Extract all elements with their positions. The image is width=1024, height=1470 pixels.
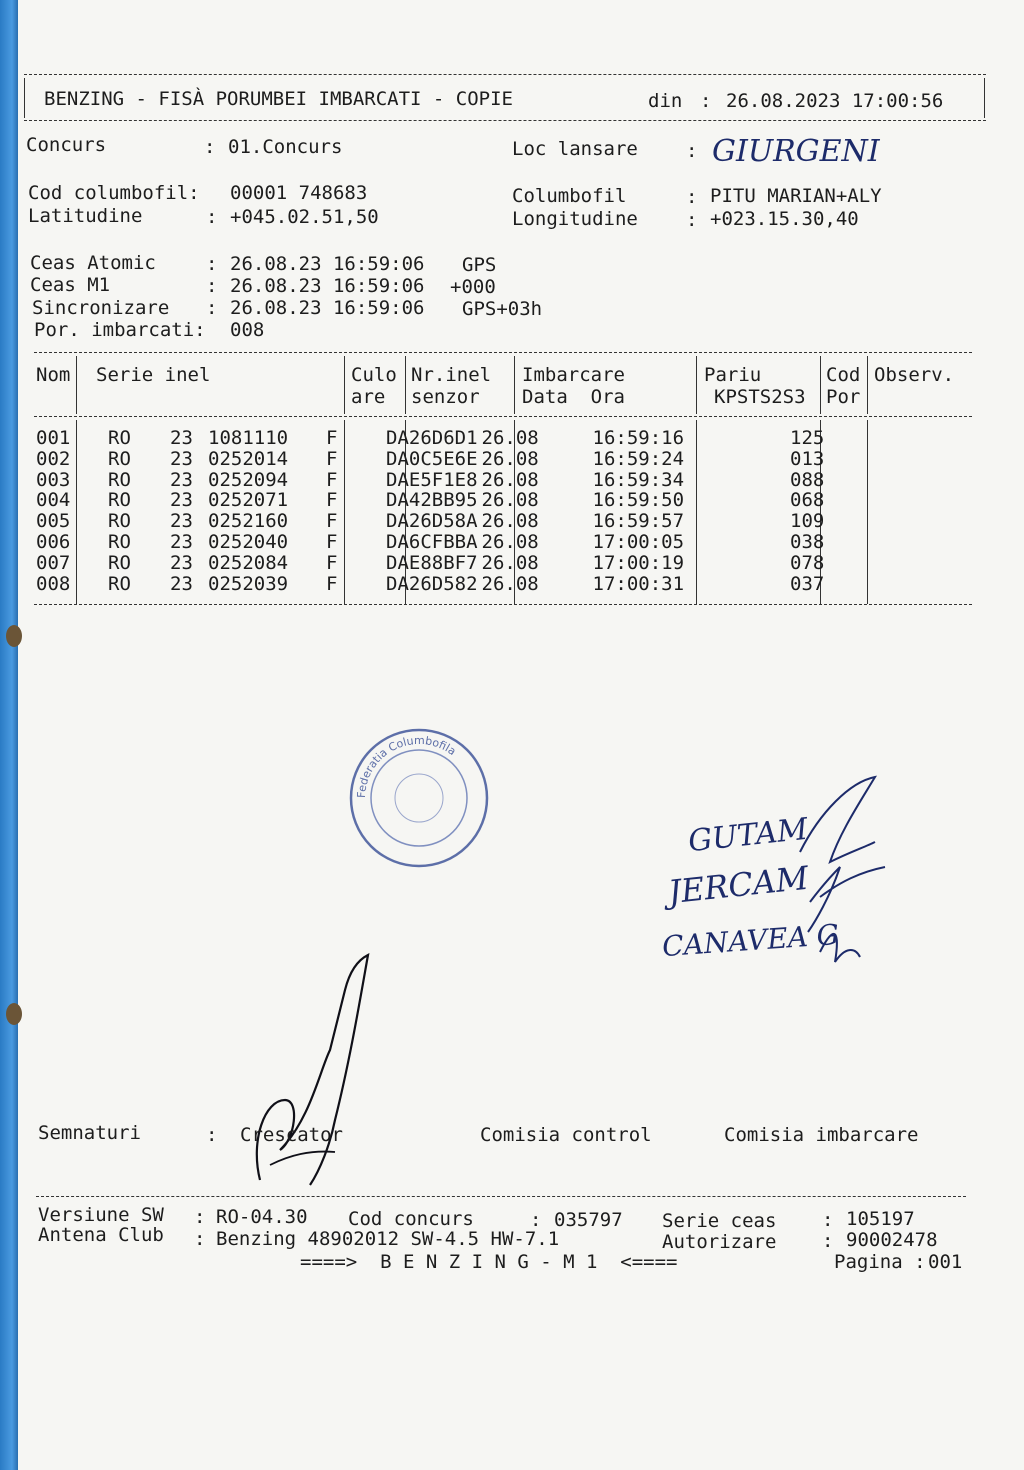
cell-senzor: DAE88BF7	[386, 551, 478, 574]
cell-cod: 013	[790, 447, 825, 470]
cod-concurs-label: Cod concurs	[348, 1208, 474, 1230]
cell-an: 23	[170, 489, 193, 512]
por-imbarcati-label: Por. imbarcati:	[34, 319, 206, 341]
din-label: din	[648, 90, 683, 112]
cell-an: 23	[170, 510, 193, 533]
cell-tara: RO	[108, 551, 131, 574]
svg-text:Federatia Columbofila	[355, 734, 458, 798]
cell-ora: 16:59:50	[592, 489, 685, 512]
commission-signature-3: CANAVEA G	[661, 917, 841, 964]
cell-pariu	[684, 511, 786, 532]
cell-nom: 004	[36, 489, 71, 512]
col-header-data-ora: Data Ora	[522, 386, 625, 408]
cell-pariu	[684, 532, 786, 553]
stamp-text: Federatia Columbofila	[354, 733, 459, 799]
cell-sex: F	[326, 468, 338, 491]
cell-obs	[924, 574, 964, 595]
cell-cod: 088	[790, 468, 825, 491]
benzing-brand-line: ====> B E N Z I N G - M 1 <====	[300, 1251, 678, 1273]
col-divider	[405, 356, 406, 414]
table-row	[36, 532, 964, 553]
col-header-senzor: senzor	[411, 386, 480, 408]
cell-sex: F	[326, 447, 338, 470]
cell-pariu	[684, 553, 786, 574]
cell-nom: 005	[36, 510, 71, 533]
table-row	[36, 428, 964, 449]
col-header-serie: Serie inel	[96, 364, 211, 386]
cell-cod: 038	[790, 530, 825, 553]
sincronizare-value: 26.08.23 16:59:06	[230, 297, 425, 319]
commission-signature-scribbles	[780, 772, 900, 982]
cell-nom: 007	[36, 551, 71, 574]
col-header-kpsts2s3: KPSTS2S3	[714, 386, 806, 408]
cell-ora: 17:00:05	[592, 530, 685, 553]
footer-rule	[36, 1196, 966, 1197]
cell-nr: 0252039	[208, 572, 289, 595]
ceas-m1-label: Ceas M1	[30, 274, 111, 296]
cell-nom: 003	[36, 468, 71, 491]
cell-pariu	[684, 490, 786, 511]
versiune-sw-label: Versiune SW	[38, 1204, 164, 1226]
cell-nr: 0252084	[208, 551, 289, 574]
cell-tara: RO	[108, 427, 131, 449]
ceas-m1-suffix: +000	[450, 276, 496, 298]
cell-obs	[924, 428, 964, 449]
loc-lansare-label: Loc lansare	[512, 138, 638, 160]
cell-pariu	[684, 574, 786, 595]
cell-data: 26.08	[481, 510, 539, 533]
cell-an: 23	[170, 551, 193, 574]
table-row	[36, 511, 964, 532]
col-divider	[696, 356, 697, 414]
header-right-border	[984, 78, 985, 118]
table-top-rule	[34, 352, 972, 353]
pagina-value: 001	[928, 1251, 963, 1273]
cell-cod: 125	[790, 427, 825, 449]
cell-sex: F	[326, 530, 338, 553]
cell-senzor: DAE5F1E8	[386, 468, 478, 491]
cell-cod: 078	[790, 551, 825, 574]
semnaturi-label: Semnaturi	[38, 1122, 141, 1144]
cell-ora: 17:00:19	[592, 551, 685, 574]
table-bottom-rule	[34, 604, 972, 605]
por-imbarcati-value: 008	[230, 319, 265, 341]
cell-senzor: DA26D6D1	[386, 427, 478, 449]
longitudine-label: Longitudine	[512, 208, 638, 230]
punch-hole	[6, 625, 22, 647]
ceas-atomic-value: 26.08.23 16:59:06	[230, 253, 425, 275]
cell-senzor: DA26D582	[386, 572, 478, 595]
cell-tara: RO	[108, 510, 131, 533]
cell-nr: 1081110	[208, 427, 289, 449]
cell-obs	[924, 470, 964, 491]
header-top-rule	[24, 74, 986, 75]
cell-data: 26.08	[481, 447, 539, 470]
col-divider	[76, 356, 77, 414]
cell-nr: 0252040	[208, 530, 289, 553]
versiune-sw-value: RO-04.30	[216, 1206, 308, 1228]
cell-sex: F	[326, 489, 338, 512]
crescator-signature	[240, 950, 380, 1200]
cell-obs	[924, 511, 964, 532]
cell-an: 23	[170, 447, 193, 470]
cell-ora: 17:00:31	[592, 572, 685, 595]
cell-ora: 16:59:57	[592, 510, 685, 533]
table-row	[36, 490, 964, 511]
cell-an: 23	[170, 427, 193, 449]
cell-cod: 109	[790, 510, 825, 533]
cell-data: 26.08	[481, 572, 539, 595]
sincronizare-suffix: GPS+03h	[462, 298, 543, 320]
cell-senzor: DA6CFBBA	[386, 530, 478, 553]
cell-data: 26.08	[481, 427, 539, 449]
ceas-atomic-suffix: GPS	[462, 254, 497, 276]
col-header-culoare: Culo	[351, 364, 397, 386]
punch-hole	[6, 1003, 22, 1025]
cell-ora: 16:59:34	[592, 468, 685, 491]
cell-nr: 0252071	[208, 489, 289, 512]
cell-nom: 008	[36, 572, 71, 595]
table-row	[36, 449, 964, 470]
pigeon-table	[36, 428, 964, 594]
cell-senzor: DA42BB95	[386, 489, 478, 512]
pagina-label: Pagina :	[834, 1251, 926, 1273]
binder-edge	[0, 0, 20, 1470]
cell-sex: F	[326, 551, 338, 574]
cell-tara: RO	[108, 572, 131, 595]
cell-tara: RO	[108, 468, 131, 491]
cell-sex: F	[326, 510, 338, 533]
col-header-culoare-2: are	[351, 386, 386, 408]
col-header-nom: Nom	[36, 364, 71, 386]
cell-tara: RO	[108, 489, 131, 512]
cell-an: 23	[170, 530, 193, 553]
autorizare-label: Autorizare	[662, 1231, 777, 1253]
cell-nom: 001	[36, 427, 71, 449]
cell-senzor: DA26D58A	[386, 510, 478, 533]
table-row	[36, 470, 964, 491]
cell-obs	[924, 532, 964, 553]
loc-lansare-value: GIURGENI	[712, 134, 880, 169]
col-divider	[867, 356, 868, 414]
cell-data: 26.08	[481, 468, 539, 491]
cell-tara: RO	[108, 447, 131, 470]
cell-an: 23	[170, 468, 193, 491]
col-header-cod: Cod	[826, 364, 861, 386]
col-header-pariu: Pariu	[704, 364, 762, 386]
cell-obs	[924, 553, 964, 574]
longitudine-value: +023.15.30,40	[710, 208, 859, 230]
table-row	[36, 574, 964, 595]
cell-nr: 0252094	[208, 468, 289, 491]
cell-pariu	[684, 428, 786, 449]
col-header-nr-inel: Nr.inel	[411, 364, 492, 386]
col-divider	[344, 356, 345, 414]
serie-ceas-label: Serie ceas	[662, 1210, 777, 1232]
cod-columbofil-value: 00001 748683	[230, 182, 368, 204]
cell-pariu	[684, 470, 786, 491]
cod-concurs-value: 035797	[554, 1209, 623, 1231]
ceas-m1-value: 26.08.23 16:59:06	[230, 275, 425, 297]
commission-signature-1: GUTAM	[686, 811, 810, 860]
cell-senzor: DA0C5E6E	[386, 447, 478, 470]
cell-nr: 0252160	[208, 510, 289, 533]
col-header-observ: Observ.	[874, 364, 955, 386]
antena-club-label: Antena Club	[38, 1224, 164, 1246]
concurs-value: 01.Concurs	[228, 136, 343, 158]
table-row	[36, 553, 964, 574]
cell-ora: 16:59:16	[592, 427, 685, 449]
columbofil-label: Columbofil	[512, 185, 627, 207]
cod-columbofil-label: Cod columbofil:	[28, 182, 200, 204]
cell-nom: 006	[36, 530, 71, 553]
cell-tara: RO	[108, 530, 131, 553]
concurs-label: Concurs	[26, 134, 107, 156]
cell-data: 26.08	[481, 551, 539, 574]
columbofil-value: PITU MARIAN+ALY	[710, 185, 882, 207]
cell-ora: 16:59:24	[592, 447, 685, 470]
col-divider	[514, 356, 515, 414]
cell-sex: F	[326, 572, 338, 595]
col-header-imbarcare: Imbarcare	[522, 364, 625, 386]
cell-an: 23	[170, 572, 193, 595]
latitudine-label: Latitudine	[28, 205, 143, 227]
round-stamp	[348, 726, 490, 870]
col-divider	[820, 356, 821, 414]
serie-ceas-value: 105197	[846, 1208, 915, 1230]
comisia-imbarcare-label: Comisia imbarcare	[724, 1124, 919, 1146]
autorizare-value: 90002478	[846, 1229, 938, 1251]
latitudine-value: +045.02.51,50	[230, 206, 379, 228]
antena-club-value: Benzing 48902012 SW-4.5 HW-7.1	[216, 1228, 560, 1250]
col-header-por: Por	[826, 386, 861, 408]
ceas-atomic-label: Ceas Atomic	[30, 252, 156, 274]
table-header-rule	[34, 416, 972, 417]
commission-signature-2: JERCAM	[666, 858, 811, 912]
cell-data: 26.08	[481, 489, 539, 512]
cell-obs	[924, 490, 964, 511]
sincronizare-label: Sincronizare	[32, 297, 170, 319]
cell-sex: F	[326, 427, 338, 449]
header-datetime: 26.08.2023 17:00:56	[726, 90, 944, 112]
header-left-border	[24, 78, 25, 118]
cell-nom: 002	[36, 447, 71, 470]
cell-cod: 037	[790, 572, 825, 595]
cell-cod: 068	[790, 489, 825, 512]
cell-nr: 0252014	[208, 447, 289, 470]
document-title: BENZING - FISÀ PORUMBEI IMBARCATI - COPIE	[44, 88, 513, 110]
cell-obs	[924, 449, 964, 470]
cell-pariu	[684, 449, 786, 470]
comisia-control-label: Comisia control	[480, 1124, 652, 1146]
crescator-label: Crescator	[240, 1124, 343, 1146]
cell-data: 26.08	[481, 530, 539, 553]
header-bottom-rule	[24, 120, 986, 121]
